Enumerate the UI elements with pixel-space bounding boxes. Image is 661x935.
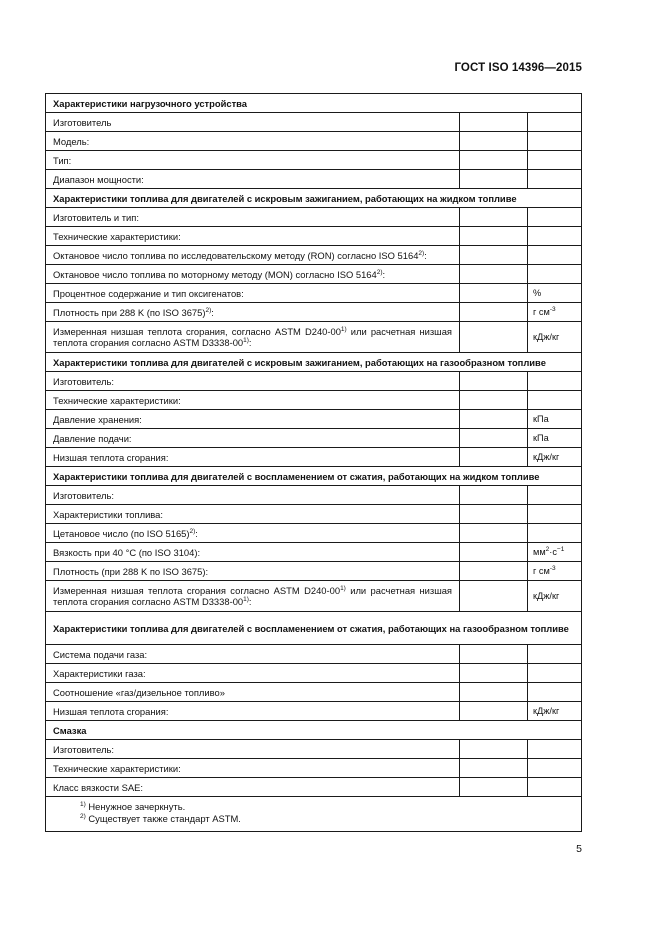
- unit-cell: [528, 429, 582, 448]
- unit-cell: [528, 303, 582, 322]
- row-label: [46, 113, 460, 132]
- row-label: [46, 284, 460, 303]
- label-text-cont: или расчетная низшая теплота сгорания согласно ASTM D3338-00: [53, 326, 452, 348]
- value-cell[interactable]: [460, 562, 528, 581]
- footnote-ref: 2): [205, 306, 212, 314]
- footnote-text: Ненужное зачеркнуть.: [85, 801, 186, 812]
- unit-cell: [528, 132, 582, 151]
- label-text: Изготовитель: [53, 116, 112, 128]
- value-cell[interactable]: [460, 265, 528, 284]
- unit-cell: [528, 113, 582, 132]
- row-label: [46, 778, 460, 797]
- unit-cell: [528, 740, 582, 759]
- form-row: [46, 702, 582, 721]
- section-title: Характеристики топлива для двигателей с воспламенением от сжатия, работающих на газообразном топливе: [46, 612, 582, 645]
- unit-cell: [528, 702, 582, 721]
- unit-text: г см: [533, 565, 550, 576]
- section-header: [46, 189, 582, 208]
- unit-cell: [528, 683, 582, 702]
- value-cell[interactable]: [460, 645, 528, 664]
- form-row: [46, 664, 582, 683]
- footnote-ref: 2): [189, 527, 196, 535]
- section-header: [46, 467, 582, 486]
- footnote-text: Существует также стандарт ASTM.: [85, 813, 241, 824]
- unit-cell: [528, 448, 582, 467]
- unit-text: кПа: [533, 432, 549, 443]
- label-text: Тип:: [53, 154, 72, 166]
- unit-text: мм: [533, 546, 546, 557]
- row-label: [46, 448, 460, 467]
- footnotes: [46, 797, 582, 832]
- section-title: Характеристики нагрузочного устройства: [46, 94, 582, 113]
- section-title: Характеристики топлива для двигателей с воспламенением от сжатия, работающих на жидком топливе: [46, 467, 582, 486]
- unit-text: кДж/кг: [533, 331, 560, 342]
- label-text: Класс вязкости SAE:: [53, 781, 143, 793]
- unit-cell: [528, 645, 582, 664]
- value-cell[interactable]: [460, 702, 528, 721]
- unit-text: %: [533, 287, 542, 298]
- row-label: [46, 543, 460, 562]
- row-label: [46, 702, 460, 721]
- unit-cell: [528, 581, 582, 612]
- form-row: [46, 151, 582, 170]
- document-header: ГОСТ ISO 14396—2015: [454, 62, 582, 74]
- value-cell[interactable]: [460, 227, 528, 246]
- row-label: [46, 132, 460, 151]
- value-cell[interactable]: [460, 448, 528, 467]
- row-label: [46, 562, 460, 581]
- label-text: Соотношение «газ/дизельное топливо»: [53, 686, 225, 698]
- value-cell[interactable]: [460, 391, 528, 410]
- value-cell[interactable]: [460, 524, 528, 543]
- label-text: Модель:: [53, 135, 90, 147]
- unit-cell: [528, 322, 582, 353]
- form-row: [46, 265, 582, 284]
- value-cell[interactable]: [460, 410, 528, 429]
- form-row: [46, 391, 582, 410]
- form-row: [46, 227, 582, 246]
- row-label: [46, 372, 460, 391]
- row-label: [46, 265, 460, 284]
- value-cell[interactable]: [460, 581, 528, 612]
- unit-cell: [528, 246, 582, 265]
- unit-cell: [528, 524, 582, 543]
- row-label: [46, 391, 460, 410]
- label-suffix: :: [424, 249, 427, 261]
- unit-cell: [528, 265, 582, 284]
- label-suffix: :: [382, 268, 386, 280]
- label-text: Цетановое число (по ISO 5165): [53, 527, 190, 539]
- footnote-ref: 1): [340, 584, 346, 592]
- row-label: [46, 645, 460, 664]
- label-text: Плотность (при 288 K по ISO 3675):: [53, 565, 209, 577]
- label-text: Измеренная низшая теплота сгорания, согласно ASTM D240-00: [53, 326, 341, 337]
- footnote-mark: 1): [80, 800, 86, 808]
- unit-text: кПа: [533, 413, 549, 424]
- unit-text: кДж/кг: [533, 451, 560, 462]
- unit-cell: [528, 284, 582, 303]
- row-label: [46, 429, 460, 448]
- unit-cell: [528, 664, 582, 683]
- section-header: [46, 353, 582, 372]
- footnote-ref: 1): [340, 325, 347, 333]
- label-text-cont: или расчетная низшая теплота сгорания согласно ASTM D3338-00: [53, 585, 453, 607]
- value-cell[interactable]: [460, 740, 528, 759]
- label-text: Изготовитель:: [53, 489, 114, 501]
- form-row: [46, 113, 582, 132]
- unit-cell: [528, 410, 582, 429]
- form-row: [46, 429, 582, 448]
- label-text: Изготовитель:: [53, 743, 114, 755]
- page-number: 5: [576, 843, 582, 855]
- unit-text: г см: [533, 306, 550, 317]
- footnote: [80, 813, 574, 825]
- row-label: [46, 227, 460, 246]
- unit-cell: [528, 372, 582, 391]
- section-title: Характеристики топлива для двигателей с искровым зажиганием, работающих на жидком топливе: [46, 189, 582, 208]
- unit-cell: [528, 486, 582, 505]
- footnote-ref: 2): [418, 249, 425, 257]
- unit-cell: [528, 778, 582, 797]
- row-label: [46, 524, 460, 543]
- unit-cell: [528, 505, 582, 524]
- row-label: [46, 486, 460, 505]
- value-cell[interactable]: [460, 322, 528, 353]
- value-cell[interactable]: [460, 683, 528, 702]
- row-label: [46, 740, 460, 759]
- value-cell[interactable]: [460, 170, 528, 189]
- row-label: [46, 208, 460, 227]
- label-text: Измеренная низшая теплота сгорания согласно ASTM D240-00: [53, 585, 341, 596]
- footnote-ref: 1): [243, 595, 249, 603]
- form-row: [46, 132, 582, 151]
- row-label: [46, 246, 460, 265]
- label-suffix: :: [211, 306, 214, 318]
- unit-cell: [528, 562, 582, 581]
- label-suffix: :: [248, 596, 252, 607]
- form-row: [46, 284, 582, 303]
- form-row: [46, 778, 582, 797]
- unit-cell: [528, 759, 582, 778]
- label-text: Октановое число топлива по моторному методу (MON) согласно ISO 5164: [53, 268, 377, 280]
- unit-exponent: −1: [556, 545, 565, 553]
- form-body: [46, 94, 582, 832]
- value-cell[interactable]: [460, 132, 528, 151]
- label-text: Технические характеристики:: [53, 394, 181, 406]
- unit-cell: [528, 391, 582, 410]
- section-header: [46, 721, 582, 740]
- label-suffix: :: [195, 527, 198, 539]
- value-cell[interactable]: [460, 505, 528, 524]
- label-text: Диапазон мощности:: [53, 173, 144, 185]
- unit-cell: [528, 170, 582, 189]
- label-text: Низшая теплота сгорания:: [53, 451, 169, 463]
- value-cell[interactable]: [460, 303, 528, 322]
- form-row: [46, 524, 582, 543]
- value-cell[interactable]: [460, 372, 528, 391]
- unit-exponent: -3: [549, 305, 556, 313]
- label-text: Изготовитель и тип:: [53, 211, 139, 223]
- row-label: [46, 151, 460, 170]
- form-row: [46, 410, 582, 429]
- row-label: [46, 664, 460, 683]
- unit-exponent: -3: [549, 564, 556, 572]
- section-header: [46, 612, 582, 645]
- footnote-mark: 2): [80, 812, 86, 820]
- value-cell[interactable]: [460, 151, 528, 170]
- value-cell[interactable]: [460, 759, 528, 778]
- label-text: Октановое число топлива по исследовательскому методу (RON) согласно ISO 5164: [53, 249, 419, 261]
- label-text: Плотность при 288 K (по ISO 3675): [53, 306, 206, 318]
- form-row: [46, 505, 582, 524]
- form-row: [46, 303, 582, 322]
- value-cell[interactable]: [460, 486, 528, 505]
- label-text: Давление подачи:: [53, 432, 132, 444]
- unit-text: кДж/кг: [533, 705, 560, 716]
- form-row: [46, 448, 582, 467]
- value-cell[interactable]: [460, 208, 528, 227]
- label-text: Низшая теплота сгорания:: [53, 705, 169, 717]
- engine-test-data-form: [45, 93, 582, 832]
- value-cell[interactable]: [460, 429, 528, 448]
- label-text: Технические характеристики:: [53, 230, 181, 242]
- form-row: [46, 645, 582, 664]
- label-text: Изготовитель:: [53, 375, 114, 387]
- unit-text: кДж/кг: [533, 590, 560, 601]
- row-label: [46, 322, 460, 353]
- value-cell[interactable]: [460, 778, 528, 797]
- footnotes-row: [46, 797, 582, 832]
- row-label: [46, 683, 460, 702]
- unit-cell: [528, 151, 582, 170]
- form-row: [46, 208, 582, 227]
- value-cell[interactable]: [460, 543, 528, 562]
- form-row: [46, 246, 582, 265]
- footnote-ref: 1): [243, 336, 249, 344]
- form-row: [46, 486, 582, 505]
- form-row: [46, 683, 582, 702]
- label-text: Система подачи газа:: [53, 648, 148, 660]
- form-row: [46, 562, 582, 581]
- row-label: [46, 303, 460, 322]
- form-row: [46, 581, 582, 612]
- label-text: Характеристики топлива:: [53, 508, 163, 520]
- form-row: [46, 372, 582, 391]
- row-label: [46, 170, 460, 189]
- value-cell[interactable]: [460, 246, 528, 265]
- value-cell[interactable]: [460, 113, 528, 132]
- unit-cell: [528, 227, 582, 246]
- label-suffix: :: [248, 337, 252, 348]
- footnote-ref: 2): [376, 268, 383, 276]
- label-text: Давление хранения:: [53, 413, 142, 425]
- unit-cell: [528, 208, 582, 227]
- label-text: Технические характеристики:: [53, 762, 181, 774]
- unit-exponent: 2: [545, 545, 550, 553]
- footnote: [80, 801, 574, 813]
- form-row: [46, 543, 582, 562]
- value-cell[interactable]: [460, 284, 528, 303]
- label-text: Характеристики газа:: [53, 667, 146, 679]
- section-title: Смазка: [46, 721, 582, 740]
- row-label: [46, 410, 460, 429]
- row-label: [46, 581, 460, 612]
- section-header: [46, 94, 582, 113]
- row-label: [46, 759, 460, 778]
- section-title: Характеристики топлива для двигателей с искровым зажиганием, работающих на газообразном топливе: [46, 353, 582, 372]
- form-row: [46, 759, 582, 778]
- form-row: [46, 740, 582, 759]
- label-text: Процентное содержание и тип оксигенатов:: [53, 287, 244, 299]
- form-row: [46, 322, 582, 353]
- unit-text-cont: ·с: [549, 546, 557, 557]
- value-cell[interactable]: [460, 664, 528, 683]
- form-row: [46, 170, 582, 189]
- label-text: Вязкость при 40 °C (по ISO 3104):: [53, 546, 201, 558]
- row-label: [46, 505, 460, 524]
- unit-cell: [528, 543, 582, 562]
